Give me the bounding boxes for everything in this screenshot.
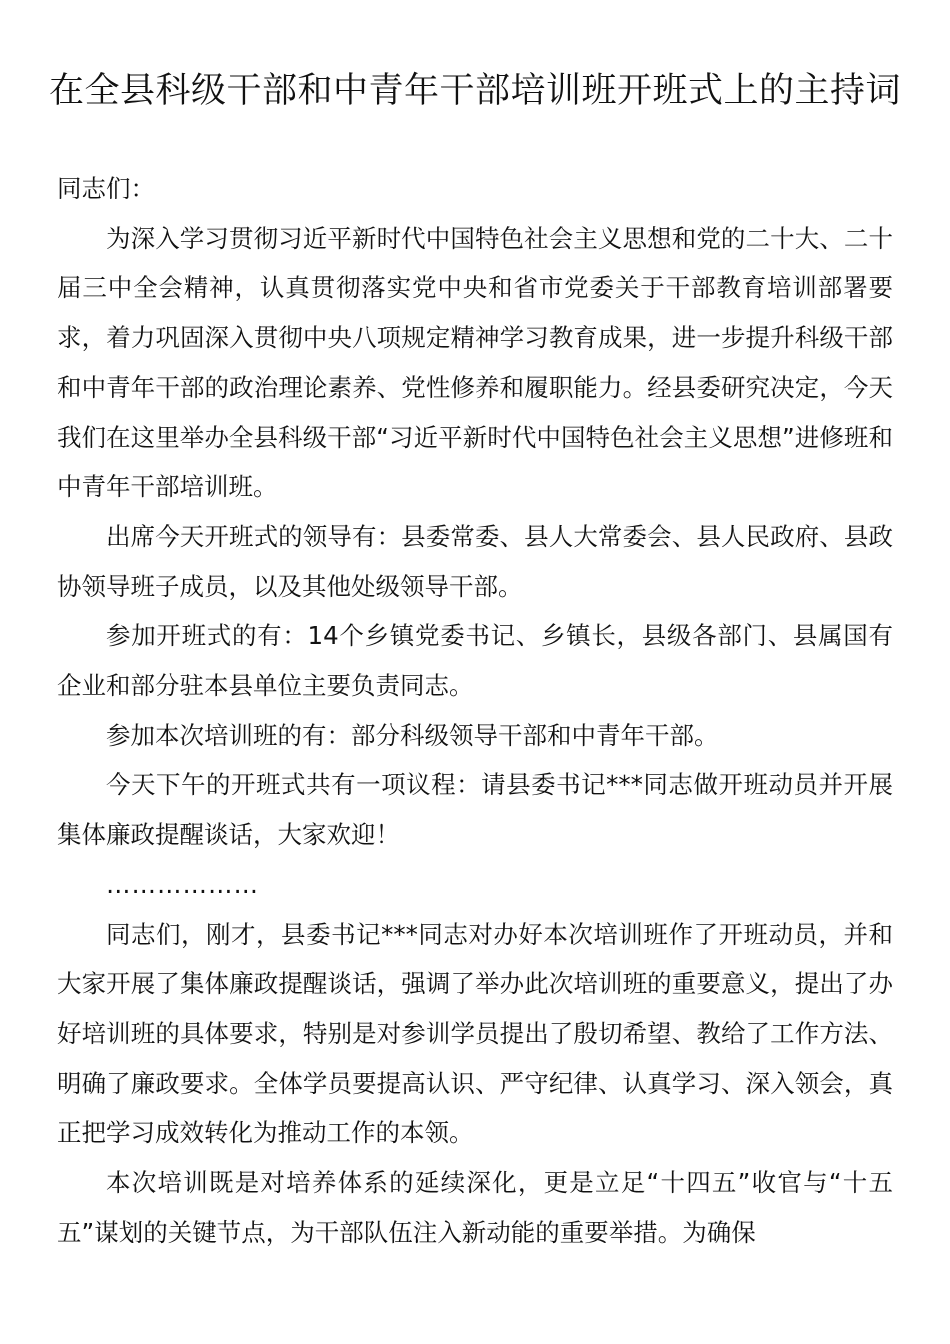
- paragraph-summary: 同志们，刚才，县委书记***同志对办好本次培训班作了开班动员，并和大家开展了集体廉政提醒谈话，强调了举办此次培训班的重要意义，提出了办好培训班的具体要求，特别是对参训学员提出了殷切希望、教给了工作方法、明确了廉政要求。全体学员要提高认识、严守纪律、认真学习、深入领会，真正把学习成效转化为推动工作的本领。: [57, 919, 893, 1148]
- paragraph-trainees: 参加本次培训班的有：部分科级领导干部和中青年干部。: [106, 720, 719, 750]
- document-title: 在全县科级干部和中青年干部培训班开班式上的主持词: [48, 71, 901, 111]
- document-body: [57, 164, 893, 1257]
- paragraph-participants: 参加开班式的有：14个乡镇党委书记、乡镇长，县级各部门、县属国有企业和部分驻本县单位主要负责同志。: [57, 621, 893, 701]
- paragraph-purpose: 为深入学习贯彻习近平新时代中国特色社会主义思想和党的二十大、二十届三中全会精神，认真贯彻落实党中央和省市党委关于干部教育培训部署要求，着力巩固深入贯彻中央八项规定精神学习教育成果，进一步提升科级干部和中青年干部的政治理论素养、党性修养和履职能力。经县委研究决定，今天我们在这里举办全县科级干部“习近平新时代中国特色社会主义思想”进修班和中青年干部培训班。: [57, 223, 893, 502]
- paragraph-significance: 本次培训既是对培养体系的延续深化，更是立足“十四五”收官与“十五五”谋划的关键节点，为干部队伍注入新动能的重要举措。为确保: [57, 1168, 893, 1247]
- ellipsis-separator: ………………: [106, 869, 259, 899]
- paragraph-attending-leaders: 出席今天开班式的领导有：县委常委、县人大常委会、县人民政府、县政协领导班子成员，以及其他处级领导干部。: [57, 521, 893, 601]
- salutation: 同志们：: [57, 174, 155, 203]
- paragraph-agenda: 今天下午的开班式共有一项议程：请县委书记***同志做开班动员并开展集体廉政提醒谈话，大家欢迎！: [57, 770, 893, 850]
